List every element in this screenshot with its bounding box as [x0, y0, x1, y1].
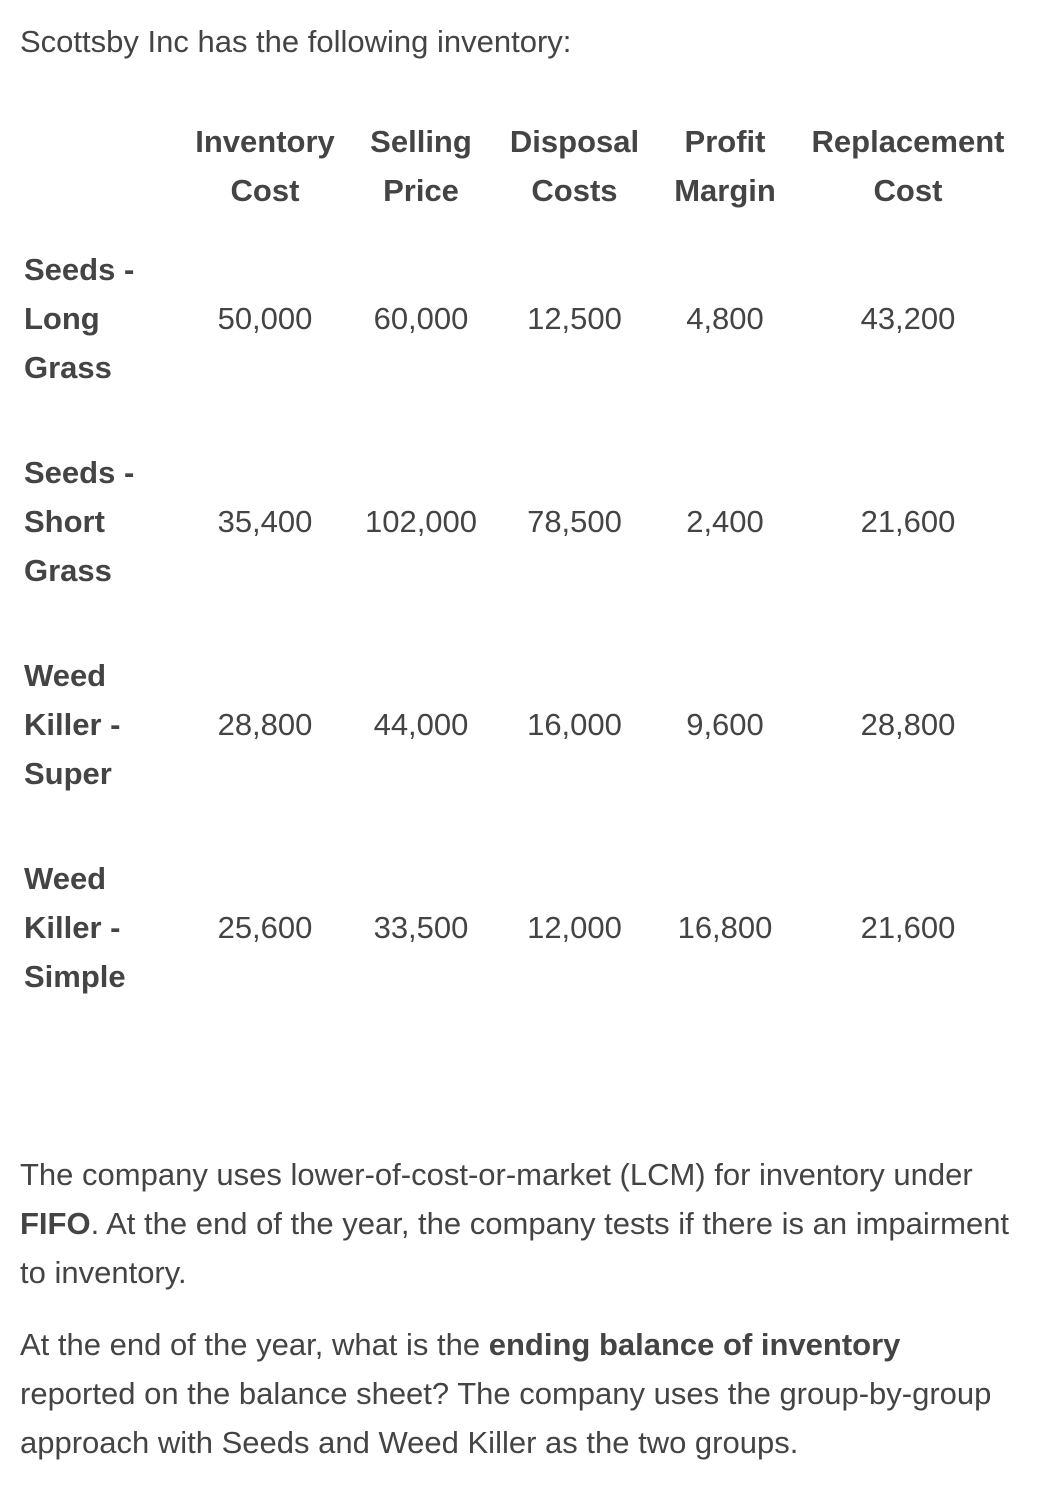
- cell-selling-price: 44,000: [373, 706, 469, 742]
- column-header-disposal-costs: Disposal Costs: [509, 124, 640, 208]
- cell-selling-price: 33,500: [373, 909, 469, 945]
- cell-disposal-costs: 12,000: [527, 909, 622, 945]
- cell-inventory-cost: 28,800: [217, 706, 313, 742]
- table-row: [16, 826, 1016, 1029]
- row-label: Seeds - Short Grass: [24, 455, 135, 588]
- cell-replacement-cost: 21,600: [860, 503, 956, 539]
- table-header-row: [16, 117, 1016, 217]
- table-row: [16, 623, 1016, 826]
- cell-inventory-cost: 35,400: [217, 503, 313, 539]
- question-paragraph: At the end of the year, what is the ending balance of inventory reported on the balance sheet? The company uses the group-by-group approach with Seeds and Weed Killer as the two groups.: [20, 1327, 992, 1460]
- column-header-selling-price: Selling Price: [370, 124, 472, 208]
- row-label: Weed Killer - Simple: [24, 861, 126, 994]
- table-row: [16, 420, 1016, 623]
- row-label: Weed Killer - Super: [24, 658, 121, 791]
- cell-replacement-cost: 28,800: [860, 706, 956, 742]
- ending-balance-emphasis: ending balance of inventory: [488, 1327, 901, 1362]
- inventory-table: [16, 117, 1016, 1029]
- column-header-profit-margin: Profit Margin: [674, 124, 776, 208]
- row-label-header: [16, 117, 187, 217]
- cell-disposal-costs: 12,500: [527, 300, 622, 336]
- cell-profit-margin: 2,400: [686, 503, 764, 539]
- row-label: Seeds - Long Grass: [24, 252, 135, 385]
- column-header-inventory-cost: Inventory Cost: [195, 124, 335, 208]
- cell-disposal-costs: 16,000: [527, 706, 622, 742]
- cell-selling-price: 60,000: [373, 300, 469, 336]
- table-row: [16, 217, 1016, 420]
- column-header-replacement-cost: Replacement Cost: [811, 124, 1005, 208]
- cell-profit-margin: 4,800: [686, 300, 764, 336]
- fifo-emphasis: FIFO: [20, 1206, 91, 1241]
- cell-replacement-cost: 43,200: [860, 300, 956, 336]
- cell-replacement-cost: 21,600: [860, 909, 956, 945]
- cell-inventory-cost: 25,600: [217, 909, 313, 945]
- intro-text: Scottsby Inc has the following inventory:: [20, 24, 572, 59]
- cell-selling-price: 102,000: [364, 503, 478, 539]
- cell-inventory-cost: 50,000: [217, 300, 313, 336]
- cell-profit-margin: 9,600: [686, 706, 764, 742]
- cell-disposal-costs: 78,500: [527, 503, 622, 539]
- lcm-policy-paragraph: The company uses lower-of-cost-or-market (LCM) for inventory under FIFO. At the end of the year, the company tests if there is an impairment to inventory.: [20, 1157, 1010, 1290]
- cell-profit-margin: 16,800: [677, 909, 773, 945]
